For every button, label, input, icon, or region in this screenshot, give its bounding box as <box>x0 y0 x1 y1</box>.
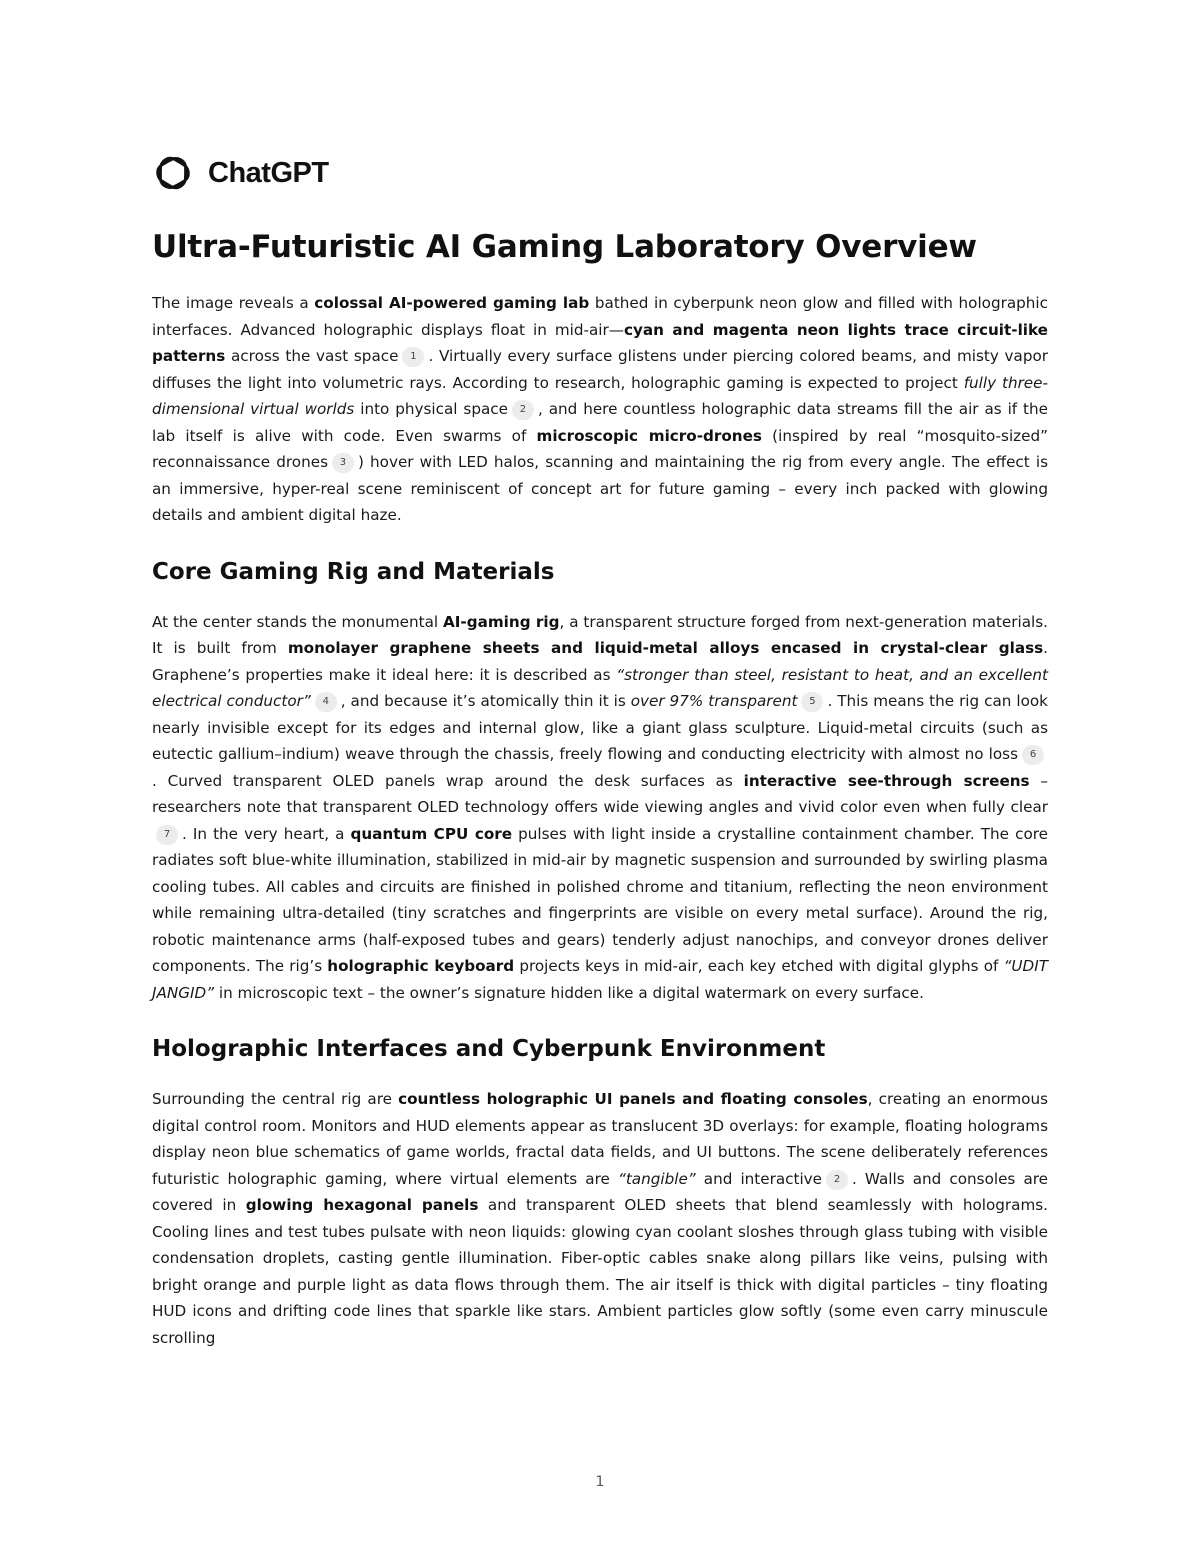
bold-text: interactive see-through screens <box>743 771 1030 790</box>
text-run: . Virtually every surface glistens under piercing colored beams, and misty vapor diffuses the light into volumetric rays. According to research, holographic gaming is expected to project <box>152 347 1049 392</box>
bold-text: cyan and magenta neon lights trace circuit-like patterns <box>152 320 1048 365</box>
text-run: At the center stands the monumental <box>152 612 444 631</box>
openai-logo-icon <box>152 152 194 194</box>
document-content <box>152 150 1048 1351</box>
text-run: . This means the rig can look nearly invisible except for its edges and internal glow, like a giant glass sculpture. Liquid-metal circuits (such as eutectic gallium–indium) weave through the chassis, freely flowing and conducting electricity with almost no loss <box>152 692 1048 763</box>
citation-badge[interactable]: 7 <box>156 825 178 845</box>
italic-text: “stronger than steel, resistant to heat, and an excellent electrical conductor” <box>152 665 1048 710</box>
citation-badge[interactable]: 2 <box>826 1170 848 1190</box>
text-run: . In the very heart, a <box>182 824 351 843</box>
text-run: across the vast space <box>225 347 399 365</box>
bold-text: glowing hexagonal panels <box>245 1196 479 1214</box>
text-run: (inspired by real “mosquito-sized” reconnaissance drones <box>152 426 1048 471</box>
citation-badge[interactable]: 2 <box>512 400 534 420</box>
citation-badge[interactable]: 1 <box>402 347 424 367</box>
bold-text: monolayer graphene sheets and liquid-metal alloys encased in crystal-clear glass <box>287 639 1044 657</box>
holographic-paragraph <box>152 1086 1048 1351</box>
text-run: . Walls and consoles are covered in <box>152 1169 1049 1214</box>
text-run: , a transparent structure forged from next-generation materials. It is built from <box>152 612 1048 657</box>
bold-text: countless holographic UI panels and floating consoles <box>398 1090 868 1108</box>
intro-paragraph <box>152 290 1048 529</box>
bold-text: AI-gaming rig <box>443 612 560 631</box>
page-number: 1 <box>595 1474 605 1490</box>
document-title: Ultra-Futuristic AI Gaming Laboratory Overview <box>152 229 977 265</box>
text-run: Surrounding the central rig are <box>152 1090 399 1108</box>
section-heading-core-rig: Core Gaming Rig and Materials <box>152 558 555 585</box>
text-run: – researchers note that transparent OLED technology offers wide viewing angles and vivid color even when fully clear <box>152 771 1049 816</box>
text-run: , and because it’s atomically thin it is <box>340 692 631 710</box>
core-rig-paragraph <box>152 609 1048 1007</box>
citation-badge[interactable]: 5 <box>801 692 823 712</box>
text-run: . Curved transparent OLED panels wrap around the desk surfaces as <box>152 771 744 790</box>
text-run: , and here countless holographic data streams fill the air as if the lab itself is alive with code. Even swarms of <box>152 400 1048 445</box>
citation-badge[interactable]: 3 <box>332 453 354 473</box>
italic-text: “UDIT JANGID” <box>152 957 1048 1002</box>
italic-text: fully three-dimensional virtual worlds <box>152 373 1048 418</box>
text-run: projects keys in mid-air, each key etched with digital glyphs of <box>514 957 1004 975</box>
text-run: The image reveals a <box>152 294 315 312</box>
citation-badge[interactable]: 4 <box>315 692 337 712</box>
bold-text: microscopic micro-drones <box>536 426 762 445</box>
italic-text: “tangible” <box>617 1169 696 1188</box>
text-run: into physical space <box>354 400 508 418</box>
brand-header <box>152 150 1048 196</box>
text-run: , creating an enormous digital control room. Monitors and HUD elements appear as translucent 3D overlays: for example, floating holograms display neon blue schematics of game worlds, fractal data fields, and UI buttons. The scene deliberately references futuristic holographic gaming, where virtual elements are <box>152 1090 1048 1188</box>
text-run: and interactive <box>695 1169 822 1188</box>
brand-name: ChatGPT <box>208 156 329 189</box>
italic-text: over 97% transparent <box>630 692 798 710</box>
bold-text: colossal AI-powered gaming lab <box>314 294 590 312</box>
text-run: . Graphene’s properties make it ideal here: it is described as <box>152 639 1048 684</box>
bold-text: quantum CPU core <box>350 824 513 843</box>
text-run: and transparent OLED sheets that blend seamlessly with holograms. Cooling lines and test tubes pulsate with neon liquids: glowing cyan coolant sloshes through glass tubing with visible condensation droplets, casting gentle illumination. Fiber-optic cables snake along pillars like veins, pulsing with bright orange and purple light as data flows through them. The air itself is thick with digital particles – tiny floating HUD icons and drifting code lines that sparkle like stars. Ambient particles glow softly (some even carry minuscule scrolling <box>152 1196 1049 1347</box>
bold-text: holographic keyboard <box>327 957 515 975</box>
text-run: ) hover with LED halos, scanning and maintaining the rig from every angle. The effect is an immersive, hyper-real scene reminiscent of concept art for future gaming – every inch packed with glowing details and ambient digital haze. <box>152 453 1048 524</box>
text-run: in microscopic text – the owner’s signature hidden like a digital watermark on every surface. <box>214 983 924 1002</box>
section-heading-holographic: Holographic Interfaces and Cyberpunk Environment <box>152 1036 826 1062</box>
text-run: pulses with light inside a crystalline containment chamber. The core radiates soft blue-white illumination, stabilized in mid-air by magnetic suspension and surrounded by swirling plasma cooling tubes. All cables and circuits are finished in polished chrome and titanium, reflecting the neon environment while remaining ultra-detailed (tiny scratches and fingerprints are visible on every metal surface). Around the rig, robotic maintenance arms (half-exposed tubes and gears) tenderly adjust nanochips, and conveyor drones deliver components. The rig’s <box>152 824 1048 975</box>
text-run: bathed in cyberpunk neon glow and filled with holographic interfaces. Advanced holographic displays float in mid-air— <box>152 294 1048 339</box>
citation-badge[interactable]: 6 <box>1022 745 1044 765</box>
